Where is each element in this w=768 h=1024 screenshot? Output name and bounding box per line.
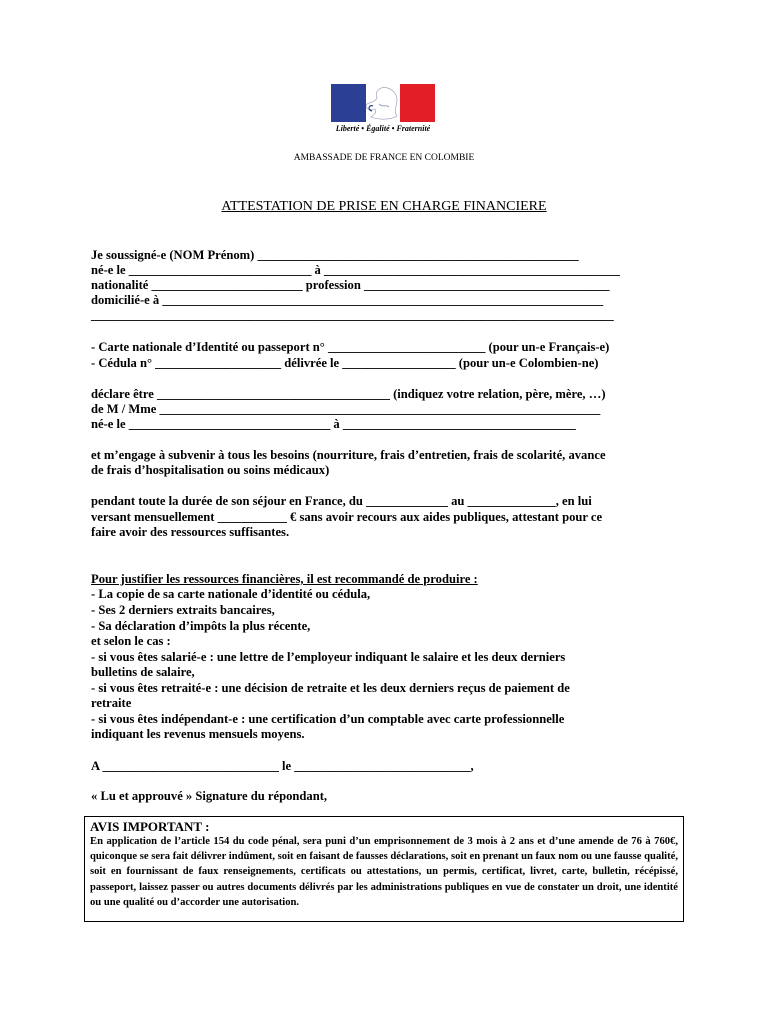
justify-item: et selon le cas : (91, 634, 171, 648)
justify-item: - si vous êtes indépendant-e : une certification d’un comptable avec carte professionnelle (91, 712, 565, 726)
address-line-2: ___________________________________________________________________________________ (91, 308, 614, 322)
commitment-line-2: de frais d’hospitalisation ou soins médicaux) (91, 463, 330, 477)
signature-line: « Lu et approuvé » Signature du répondant, (91, 789, 328, 803)
notice-text: En application de l’article 154 du code pénal, sera puni d’un emprisonnement de 3 mois à 2 ans et d’une amende de 76 à 760€, quiconque se sera fait délivrer indûment, soit en faisant de fausses déclarations, soit en prenant un faux nom ou une fausse qualité, soit en fournissant de faux renseignements, certificats ou attestations, un permis, certificat, livret, carte, bulletin, récépissé, passeport, laissez passer ou autres documents délivrés par les administrations publiques en vue de constater un droit, une identité ou une qualité ou d’accorder une autorisation. (90, 836, 679, 908)
embassy-name: AMBASSADE DE FRANCE EN COLOMBIE (293, 153, 475, 163)
justify-item: - si vous êtes retraité-e : une décision de retraite et les deux derniers reçus de paiement de (91, 681, 570, 695)
important-notice (84, 816, 684, 922)
french-flag-icon (331, 84, 435, 122)
justify-item: - Ses 2 derniers extraits bancaires, (91, 603, 275, 617)
birth-line: né-e le _____________________________ à _______________________________________________ (91, 263, 620, 277)
marianne-logo (331, 84, 435, 140)
justify-heading: Pour justifier les ressources financières, il est recommandé de produire : (91, 572, 478, 586)
justify-item: - La copie de sa carte nationale d’identité ou cédula, (91, 587, 371, 601)
page-title: ATTESTATION DE PRISE EN CHARGE FINANCIERE (221, 199, 547, 214)
id-card-line: - Carte nationale d’Identité ou passeport n° _________________________ (pour un-e Français-e) (91, 340, 610, 354)
relation-line: déclare être _____________________________________ (indiquez votre relation, père, mère, …) (91, 387, 606, 401)
logo-motto: Liberté • Égalité • Fraternité (335, 124, 431, 133)
justify-item: bulletins de salaire, (91, 665, 195, 679)
duration-line-3: faire avoir des ressources suffisantes. (91, 525, 290, 539)
duration-line-2: versant mensuellement ___________ € sans avoir recours aux aides publiques, attestant pour ce (91, 510, 603, 524)
place-date-line: A ____________________________ le ____________________________, (91, 759, 474, 773)
notice-title: AVIS IMPORTANT : (90, 819, 210, 834)
duration-line-1: pendant toute la durée de son séjour en France, du _____________ au ______________, en lui (91, 494, 592, 508)
cedula-line: - Cédula n° ____________________ délivrée le __________________ (pour un-e Colombien-ne) (91, 356, 599, 370)
justify-item: retraite (91, 696, 132, 710)
name-line: Je soussigné-e (NOM Prénom) ___________________________________________________ (91, 248, 579, 262)
nationality-line: nationalité ________________________ profession _______________________________________ (91, 278, 610, 292)
justify-item: - Sa déclaration d’impôts la plus récente, (91, 619, 311, 633)
justify-item: indiquant les revenus mensuels moyens. (91, 727, 305, 741)
address-line: domicilié-e à ______________________________________________________________________ (91, 293, 604, 307)
beneficiary-birth-line: né-e le ________________________________ à _____________________________________ (91, 417, 576, 431)
justify-item: - si vous êtes salarié-e : une lettre de l’employeur indiquant le salaire et les deux derniers (91, 650, 566, 664)
beneficiary-line: de M / Mme ______________________________________________________________________ (91, 402, 601, 416)
commitment-line-1: et m’engage à subvenir à tous les besoins (nourriture, frais d’entretien, frais de scolarité, avance (91, 448, 606, 462)
